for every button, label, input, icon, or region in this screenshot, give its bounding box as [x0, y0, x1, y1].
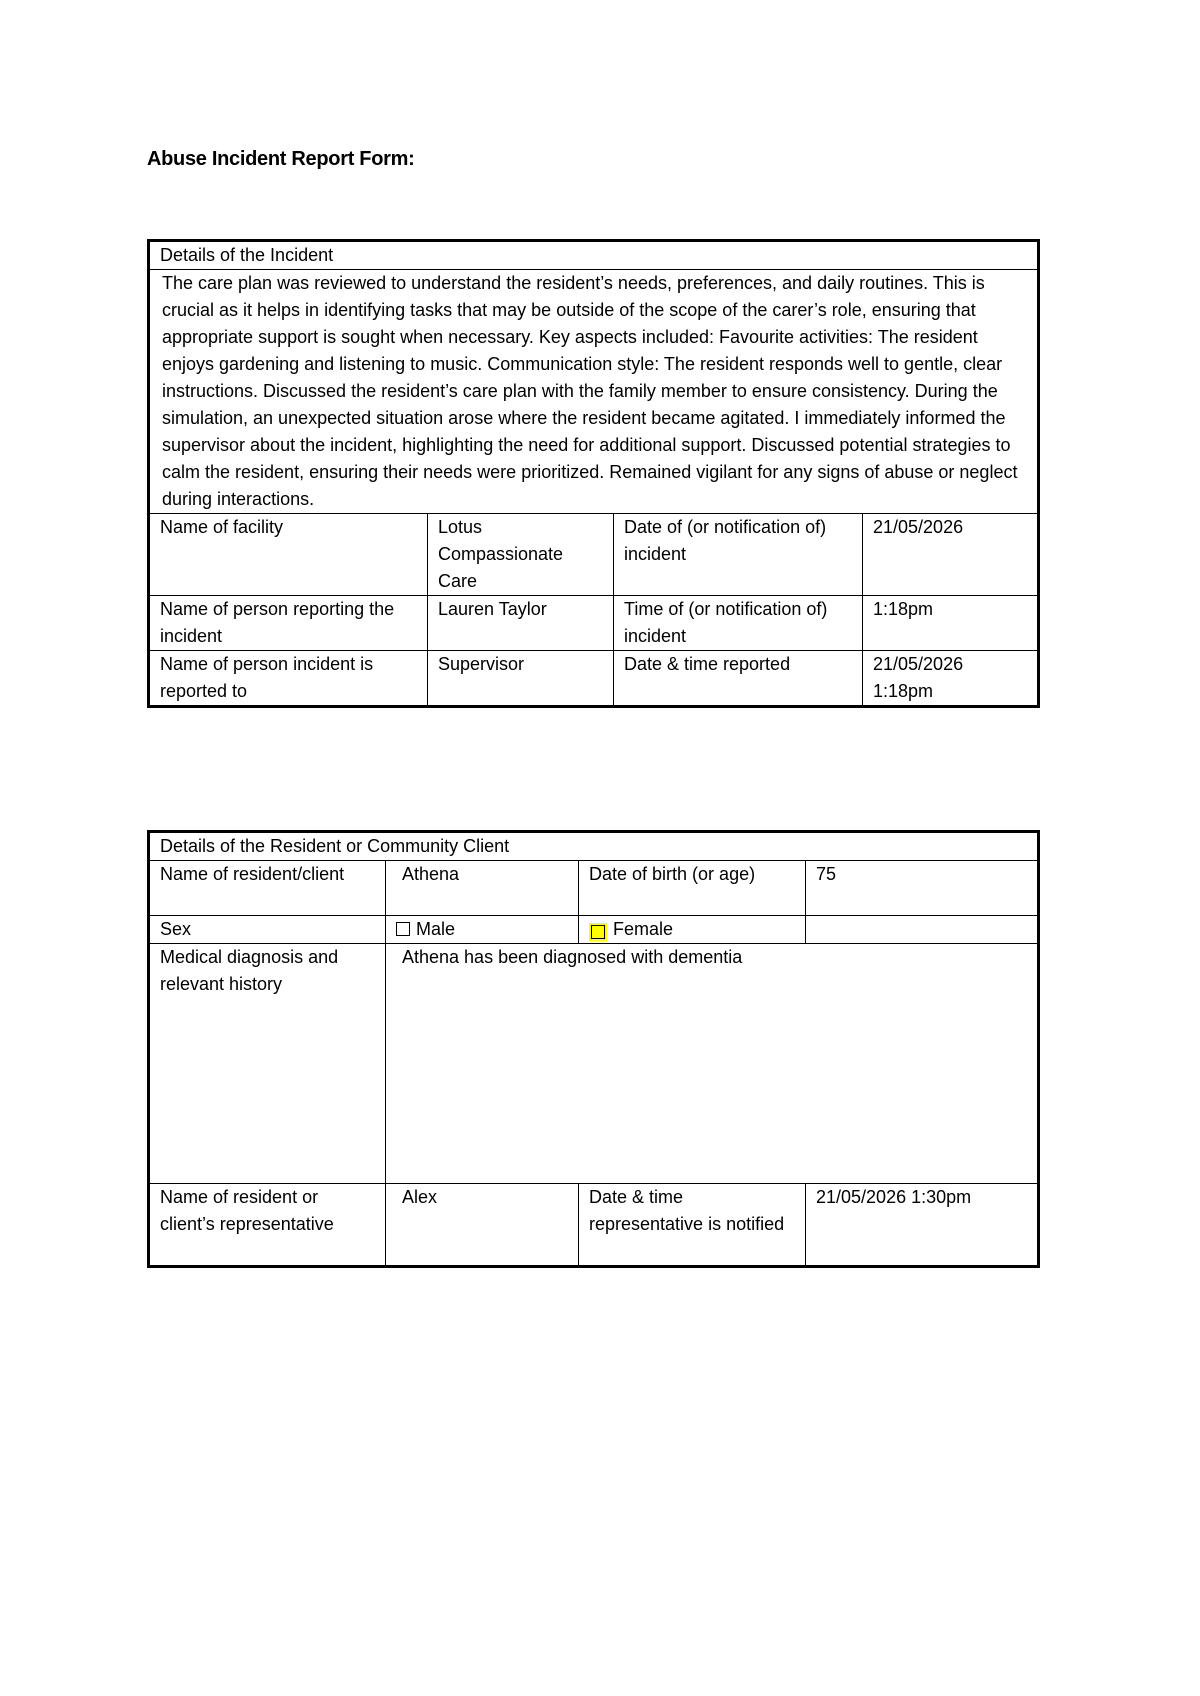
representative-value: Alex — [386, 1184, 579, 1267]
diagnosis-value: Athena has been diagnosed with dementia — [386, 944, 1039, 1184]
incident-time-value: 1:18pm — [863, 596, 1039, 651]
reporter-label: Name of person reporting the incident — [149, 596, 428, 651]
incident-narrative: The care plan was reviewed to understand the resident’s needs, preferences, and daily routines. This is crucial as it helps in identifying tasks that may be outside of the scope of the carer’s role, ensuring that appropriate support is sought when necessary. Key aspects included: Favourite activities: The resident enjoys gardening and listening to music. Communication style: The resident responds well to gentle, clear instructions. Discussed the resident’s care plan with the family member to ensure consistency. During the simulation, an unexpected situation arose where the resident became agitated. I immediately informed the supervisor about the incident, highlighting the need for additional support. Discussed potential strategies to calm the resident, ensuring their needs were prioritized. Remained vigilant for any signs of abuse or neglect during interactions. — [149, 270, 1039, 514]
representative-label: Name of resident or client’s representative — [149, 1184, 386, 1267]
reported-datetime-value: 21/05/2026 1:18pm — [863, 651, 1039, 707]
resident-details-table — [147, 830, 1040, 1268]
reported-datetime-label: Date & time reported — [614, 651, 863, 707]
page-title: Abuse Incident Report Form: — [147, 148, 415, 170]
female-checkbox-highlight — [589, 923, 607, 941]
sex-label: Sex — [149, 916, 386, 944]
incident-date-label: Date of (or notification of) incident — [614, 514, 863, 596]
sex-female-option[interactable] — [579, 916, 806, 944]
male-checkbox[interactable] — [396, 922, 410, 936]
facility-value: Lotus Compassionate Care — [428, 514, 614, 596]
incident-time-label: Time of (or notification of) incident — [614, 596, 863, 651]
reported-to-value: Supervisor — [428, 651, 614, 707]
resident-section-header: Details of the Resident or Community Client — [149, 832, 1039, 861]
reporter-value: Lauren Taylor — [428, 596, 614, 651]
female-label: Female — [613, 919, 674, 939]
resident-name-label: Name of resident/client — [149, 861, 386, 916]
incident-section-header: Details of the Incident — [149, 241, 1039, 270]
facility-label: Name of facility — [149, 514, 428, 596]
sex-male-option[interactable] — [386, 916, 579, 944]
dob-value: 75 — [806, 861, 1039, 916]
female-checkbox[interactable] — [591, 925, 605, 939]
diagnosis-label: Medical diagnosis and relevant history — [149, 944, 386, 1184]
male-label: Male — [416, 919, 456, 939]
resident-name-value: Athena — [386, 861, 579, 916]
reported-to-label: Name of person incident is reported to — [149, 651, 428, 707]
rep-notified-value: 21/05/2026 1:30pm — [806, 1184, 1039, 1267]
sex-empty-cell — [806, 916, 1039, 944]
rep-notified-label: Date & time representative is notified — [579, 1184, 806, 1267]
incident-details-table — [147, 239, 1040, 708]
incident-date-value: 21/05/2026 — [863, 514, 1039, 596]
dob-label: Date of birth (or age) — [579, 861, 806, 916]
